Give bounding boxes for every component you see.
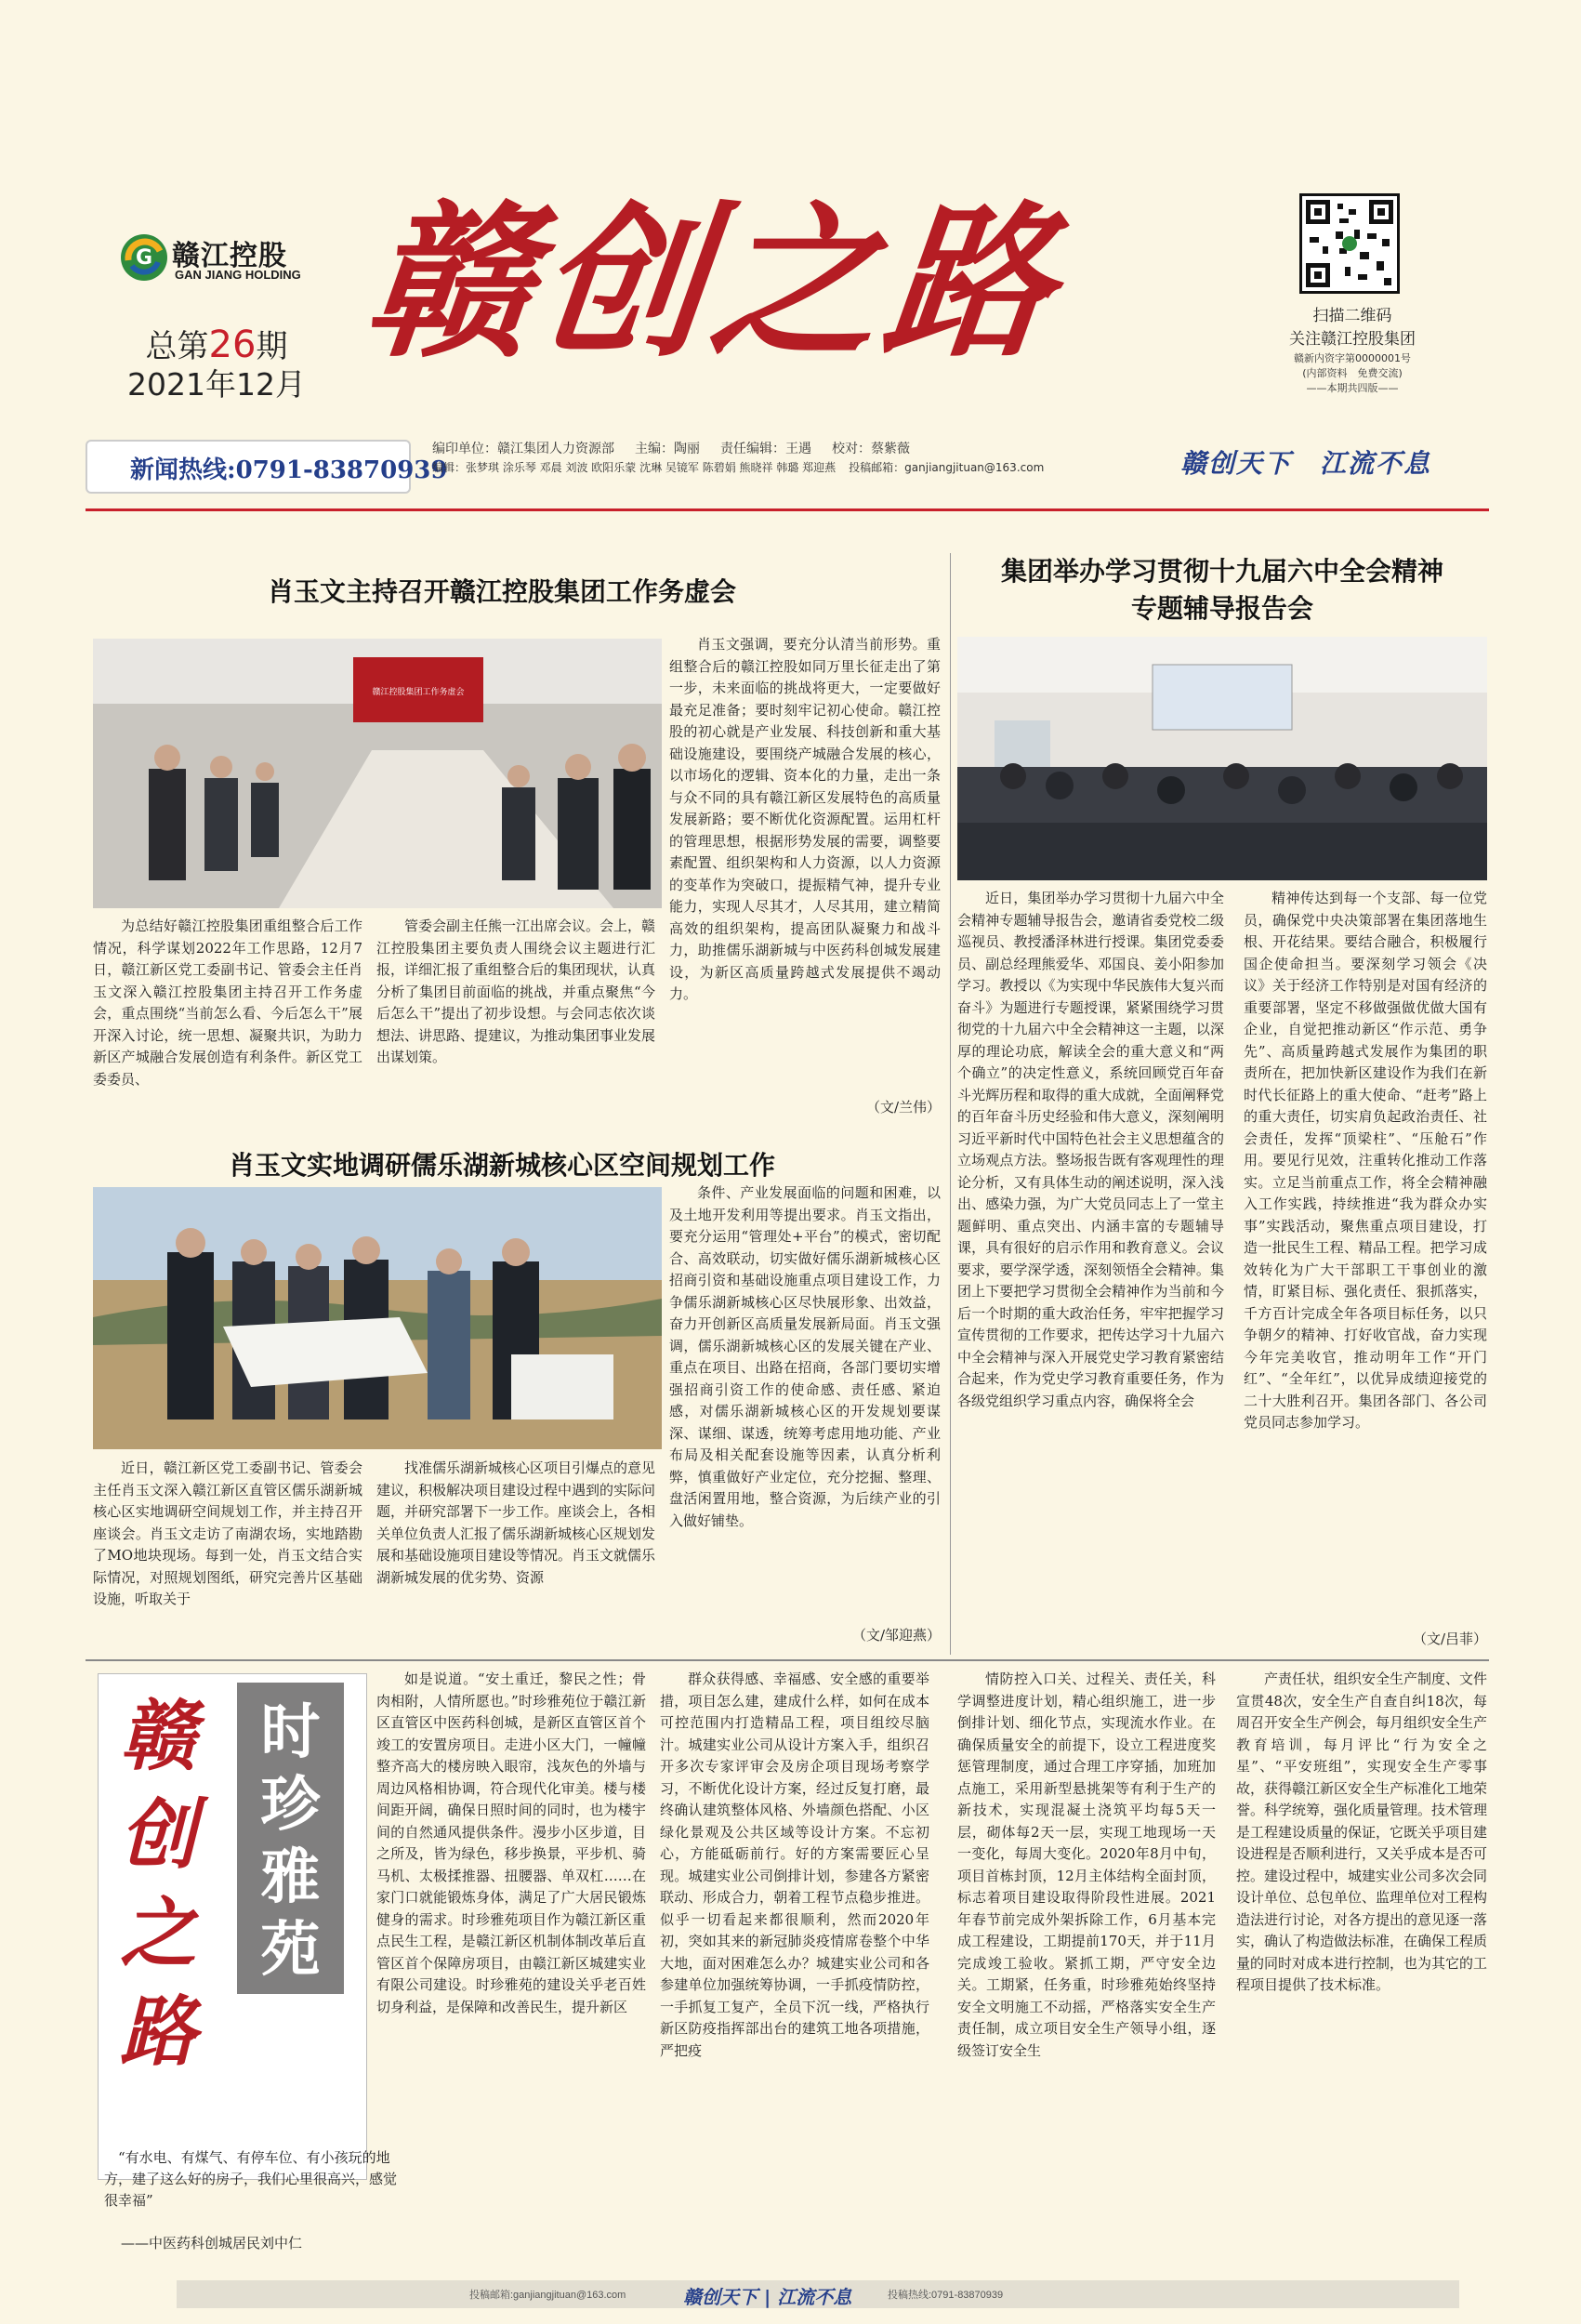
footer-email: 投稿邮箱:ganjiangjituan@163.com <box>469 2290 626 2301</box>
article1-byline: （文/兰伟） <box>865 1099 941 1116</box>
section-divider <box>86 1659 1489 1661</box>
article1-headline: 肖玉文主持召开赣江控股集团工作务虚会 <box>267 576 736 607</box>
qr-code <box>1299 193 1400 294</box>
article2-site-visit-photo <box>93 1187 662 1449</box>
article1-column-3: 肖玉文强调，要充分认清当前形势。重组整合后的赣江控股如同万里长征走出了第一步，未来面临的挑战将更大，一定要做好最充足准备；要时刻牢记初心使命。赣江控股的初心就是产业发展、科技创新和重大基础设施建设，要围绕产城融合发展的核心，以市场化的逻辑、资本化的力量，走出一条与众不同的具有赣江新区发展特色的高质量发展新路；要不断优化资源配置。运用杠杆的管理思想，根据形势发展的需要，调整要素配置、组织架构和人力资源，以人力资源的变革作为突破口，提振精气神，提升专业能力，实现人尽其才，人尽其用，建立精简高效的组织架构，提高团队凝聚力和战斗力，助推儒乐湖新城与中医药科创城发展建设，为新区高质量跨越式发展提供不竭动力。 <box>669 636 941 1002</box>
feature-column-4: 产责任状，组织安全生产制度、文件宣贯48次，安全生产自查自纠18次，每周召开安全生产例会，每月组织安全生产教育培训，每月评比“行为安全之星”、“平安班组”，实现安全生产零事故，获得赣江新区安全生产标准化工地荣誉。科学统筹，强化质量管理。技术管理是工程建设质量的保证，它既关乎项目建设进程是否顺利进行，又关乎成本是否可控。建设过程中，城建实业公司多次会同设计单位、总包单位、监理单位对工程构造法进行讨论，对各方提出的意见逐一落实，确认了构造做法标准，在确保工程质量的同时对成本进行控制，也为其它的工程项目提供了技术标准。 <box>1236 1670 1488 1993</box>
logo-english-name: GAN JIANG HOLDING <box>175 268 301 282</box>
issue-date: 2021年12月 <box>127 366 306 403</box>
article3-column-2: 精神传达到每一个支部、每一位党员，确保党中央决策部署在集团落地生根、开花结果。要结合融合，积极履行国企使命担当。要深刻学习领会《决议》关于经济工作特别是对国有经济的重要部署，坚定不移做强做优做大国有企业，自觉把推动新区“作示范、勇争先”、高质量跨越式发展作为集团的职责所在，把加快新区建设作为我们在新时代长征路上的重大使命、“赶考”路上的重大责任，切实肩负起政治责任、社会责任，发挥“顶梁柱”、“压舱石”作用。要见行见效，注重转化推动工作落实。立足当前重点工作，将全会精神融入工作实践，持续推进“我为群众办实事”实践活动，聚焦重点项目建设，打造一批民生工程、精品工程。把学习成效转化为广大干部职工干事创业的激情，盯紧目标、强化责任、狠抓落实，千方百计完成全年各项目标任务，以只争朝夕的精神、打好收官战，奋力实现今年完美收官，推动明年工作“开门红”、“全年红”，以优异成绩迎接党的二十大胜利召开。集团各部门、各公司党员同志参加学习。 <box>1244 890 1487 1431</box>
article3-lecture-photo <box>957 637 1487 880</box>
article1-column-1: 为总结好赣江控股集团重组整合后工作情况，科学谋划2022年工作思路，12月7日，赣江新区党工委副书记、管委会主任肖玉文深入赣江控股集团主持召开工作务虚会，重点围绕“当前怎么看、今后怎么干”展开深入讨论，统一思想、凝聚共识，为助力新区产城融合发展创造有利条件。新区党工委委员、 <box>93 918 362 1088</box>
feature-column-1: 如是说道。“安土重迁，黎民之性；骨肉相附，人情所愿也。”时珍雅苑位于赣江新区直管区中医药科创城，是新区直管区首个竣工的安置房项目。走进小区大门，一幢幢整齐高大的楼房映入眼帘，浅灰色的外墙与周边风格相协调，符合现代化审美。楼与楼间距开阔，确保日照时间的同时，也为楼宇间的自然通风提供条件。漫步小区步道，目之所及，皆为绿色，移步换景，平步机、骑马机、太极揉推器、扭腰器、单双杠……在家门口就能锻炼身体，满足了广大居民锻炼健身的需求。时珍雅苑项目作为赣江新区重点民生工程，是赣江新区机制体制改革后直管区首个保障房项目，由赣江新区城建实业有限公司建设。时珍雅苑的建设关乎老百姓切身利益，是保障和改善民生，提升新区 <box>376 1670 646 2015</box>
banner-slogan: 赣创天下 江流不息 <box>1180 448 1432 479</box>
qr-caption: 扫描二维码 关注赣江控股集团 赣新内资字第0000001号 (内部资料 免费交流) ——本期共四版—— <box>1289 307 1416 394</box>
svg-text:赣江控股集团工作务虚会: 赣江控股集团工作务虚会 <box>372 688 465 697</box>
feature-column-3: 情防控入口关、过程关、责任关，科学调整进度计划，精心组织施工，进一步倒排计划、细化节点，实现流水作业。在确保质量安全的前提下，设立工程进度奖惩管理制度，通过合理工序穿插，加班加点施工，采用新型悬挑架等有利于生产的新技术，实现混凝土浇筑平均每5天一层，砌体每2天一层，实现工地现场一天一变化，每周大变化。2020年8月中旬，项目首栋封顶，12月主体结构全面封顶，标志着项目建设取得阶段性进展。2021年春节前完成外架拆除工作，6月基本完成工程建设，工期提前170天，并于11月完成竣工验收。紧抓工期，严守安全边关。工期紧，任务重，时珍雅苑始终坚持安全文明施工不动摇，严格落实安全生产责任制，成立项目安全生产领导小组，逐级签订安全生 <box>957 1670 1216 2059</box>
article1-column-2: 管委会副主任熊一江出席会议。会上，赣江控股集团主要负责人围绕会议主题进行汇报，详细汇报了重组整合后的集团现状，认真分析了集团目前面临的挑战，并重点聚焦“今后怎么干”提出了初步设想。与会同志依次谈想法、讲思路、提建议，为推动集团事业发展出谋划策。 <box>376 918 656 1065</box>
feature-quote-source: ——中医药科创城居民刘中仁 <box>121 2235 303 2251</box>
column-divider <box>950 553 951 1655</box>
article3-byline: （文/吕菲） <box>1412 1631 1487 1647</box>
article1-meeting-photo <box>93 639 662 908</box>
gan-jiang-logo-icon <box>119 232 169 283</box>
header-divider <box>86 508 1489 511</box>
feature-calligraphy: 赣创之路 <box>120 1692 196 2077</box>
feature-quote: “有水电、有煤气、有停车位、有小孩玩的地方，建了这么好的房子，我们心里很高兴，感觉很幸福” <box>104 2149 398 2209</box>
article2-column-3: 条件、产业发展面临的问题和困难，以及土地开发利用等提出要求。肖玉文指出，要充分运用“管理处+平台”的模式，密切配合、高效联动，切实做好儒乐湖新城核心区招商引资和基础设施重点项目建设工作，力争儒乐湖新城核心区尽快展形象、出效益，奋力开创新区高质量发展新局面。肖玉文强调，儒乐湖新城核心区的发展关键在产业、重点在项目、出路在招商，各部门要切实增强招商引资工作的使命感、责任感、紧迫感，对儒乐湖新城核心区的开发规划要谋深、谋细、谋透，统筹考虑用地功能、产业布局及相关配套设施等因素，认真分析利弊，慎重做好产业定位，充分挖掘、整理、盘活闲置用地，整合资源，为后续产业的引入做好铺垫。 <box>669 1184 941 1529</box>
footer-slogan: 赣创天下 | 江流不息 <box>683 2286 852 2308</box>
footer-hotline: 投稿热线:0791-83870939 <box>888 2290 1004 2301</box>
issue-number: 总第26期 <box>145 324 288 366</box>
news-hotline: 新闻热线:0791-83870939 <box>130 456 448 484</box>
article2-column-1: 近日，赣江新区党工委副书记、管委会主任肖玉文深入赣江新区直管区儒乐湖新城核心区实地调研空间规划工作，并主持召开座谈会。肖玉文走访了南湖农场，实地踏勘了MO地块现场。每到一处，肖玉文结合实际情况，对照规划图纸，研究完善片区基础设施，听取关于 <box>93 1459 362 1607</box>
article2-byline: （文/邹迎燕） <box>851 1627 941 1644</box>
editorial-credits: 编印单位：赣江集团人力资源部 主编：陶丽 责任编辑：王遇 校对：蔡紫薇 编辑：张梦琪 涂乐琴 邓晨 刘波 欧阳乐蒙 沈琳 吴镜军 陈碧娟 熊晓祥 韩璐 郑迎燕 投稿邮箱：ganjiangjituan@163.com <box>432 442 1045 474</box>
logo-chinese-name: 赣江控股 <box>172 240 287 272</box>
newspaper-title: 赣创之路 <box>357 185 1070 379</box>
feature-column-2: 群众获得感、幸福感、安全感的重要举措，项目怎么建，建成什么样，如何在成本可控范围内打造精品工程，项目组绞尽脑汁。城建实业公司从设计方案入手，组织召开多次专家评审会及房企项目现场考察学习，不断优化设计方案，经过反复打磨，最终确认建筑整体风格、外墙颜色搭配、小区绿化景观及公共区域等设计方案。不忘初心，方能砥砺前行。好的方案需要匠心呈现。城建实业公司倒排计划，参建各方紧密联动、形成合力，朝着工程节点稳步推进。似乎一切看起来都很顺利，然而2020年初，突如其来的新冠肺炎疫情席卷整个中华大地，面对困难怎么办？城建实业公司和各参建单位加强统筹协调，一手抓疫情防控，一手抓复工复产，全员下沉一线，严格执行新区防疫指挥部出台的建筑工地各项措施，严把疫 <box>660 1670 929 2059</box>
article2-headline: 肖玉文实地调研儒乐湖新城核心区空间规划工作 <box>228 1150 775 1181</box>
article3-column-1: 近日，集团举办学习贯彻十九届六中全会精神专题辅导报告会，邀请省委党校二级巡视员、教授潘泽林进行授课。集团党委委员、副总经理熊爱华、邓国良、姜小阳参加学习。教授以《为实现中华民族伟大复兴而奋斗》为题进行专题授课，紧紧围绕学习贯彻党的十九届六中全会精神这一主题，以深厚的理论功底，解读全会的重大意义和“两个确立”的决定性意义，系统回顾党百年奋斗光辉历程和取得的重大成就，全面阐释党的百年奋斗历史经验和伟大意义，深刻阐明习近平新时代中国特色社会主义思想蕴含的立场观点方法。整场报告既有客观理性的理论分析，又有具体生动的阐述说明，深入浅出、感染力强，为广大党员同志上了一堂主题鲜明、重点突出、内涵丰富的专题辅导课，具有很好的启示作用和教育意义。会议要求，要学深学透，深刻领悟全会精神。集团上下要把学习贯彻全会精神作为当前和今后一个时期的重大政治任务，牢牢把握学习宣传贯彻的工作要求，把传达学习十九届六中全会精神与深入开展党史学习教育紧密结合起来，作为党史学习教育重要任务，作为各级党组织学习重点内容，确保将全会 <box>957 890 1224 1409</box>
svg-text:G: G <box>135 246 153 270</box>
article2-column-2: 找准儒乐湖新城核心区项目引爆点的意见建议，积极解决项目建设过程中遇到的实际问题，并研究部署下一步工作。座谈会上，各相关单位负责人汇报了儒乐湖新城核心区规划发展和基础设施项目建设等情况。肖玉文就儒乐湖新城发展的优劣势、资源 <box>376 1459 656 1586</box>
article3-headline: 集团举办学习贯彻十九届六中全会精神 专题辅导报告会 <box>1000 556 1443 624</box>
feature-title: 时珍雅苑 <box>260 1697 321 1985</box>
